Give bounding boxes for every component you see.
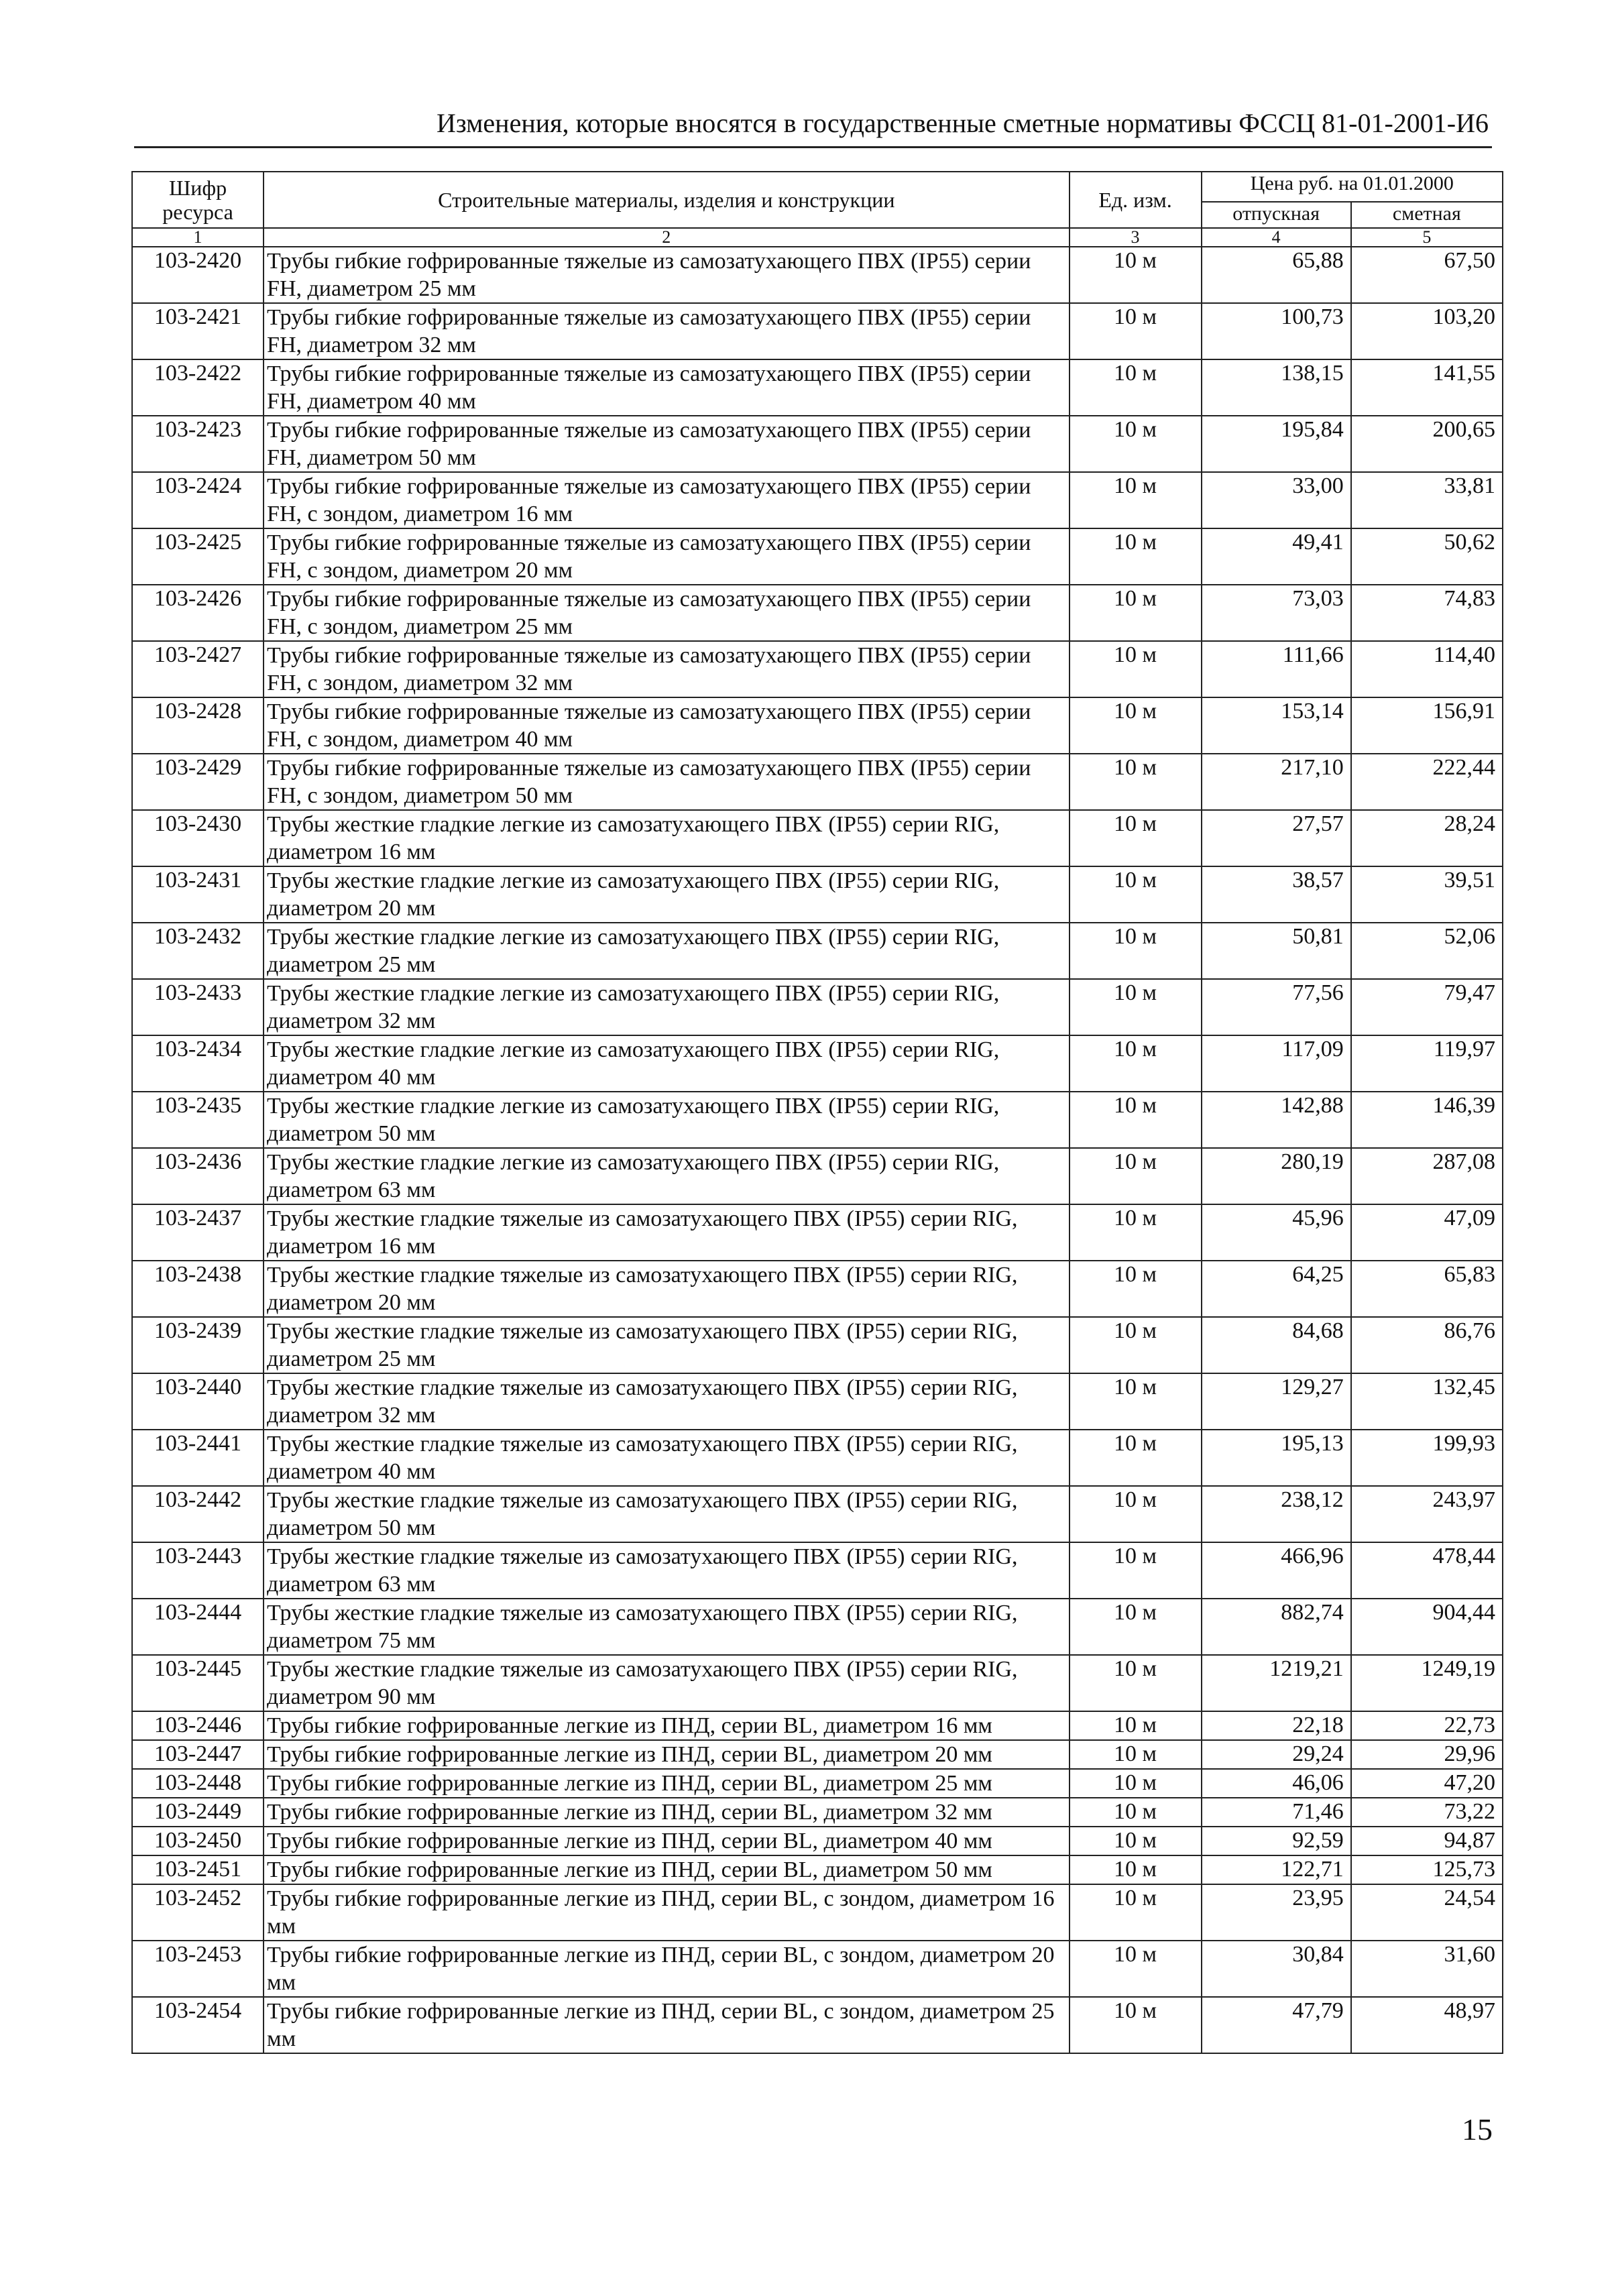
- release-price: 92,59: [1202, 1827, 1351, 1855]
- release-price: 29,24: [1202, 1740, 1351, 1769]
- table-row: [132, 1855, 1503, 1884]
- unit-of-measure: 10 м: [1070, 1148, 1202, 1204]
- resource-name: Трубы гибкие гофрированные тяжелые из самозатухающего ПВХ (IP55) серии FH, с зондом, диаметром 16 мм: [264, 472, 1069, 528]
- resource-name: Трубы жесткие гладкие тяжелые из самозатухающего ПВХ (IP55) серии RIG, диаметром 63 мм: [264, 1542, 1069, 1599]
- unit-of-measure: 10 м: [1070, 416, 1202, 472]
- estimate-price: 50,62: [1351, 528, 1503, 585]
- resource-name: Трубы гибкие гофрированные тяжелые из самозатухающего ПВХ (IP55) серии FH, с зондом, диаметром 25 мм: [264, 585, 1069, 641]
- table-row: [132, 1542, 1503, 1599]
- resource-name: Трубы гибкие гофрированные легкие из ПНД, серии BL, диаметром 50 мм: [264, 1855, 1069, 1884]
- table-row: [132, 1486, 1503, 1542]
- resource-code: 103-2422: [132, 359, 264, 416]
- table-row: [132, 1655, 1503, 1711]
- column-header-price: Цена руб. на 01.01.2000: [1202, 172, 1503, 202]
- estimate-price: 478,44: [1351, 1542, 1503, 1599]
- column-number: 2: [264, 228, 1069, 247]
- release-price: 129,27: [1202, 1373, 1351, 1430]
- resource-code: 103-2434: [132, 1035, 264, 1092]
- release-price: 117,09: [1202, 1035, 1351, 1092]
- release-price: 138,15: [1202, 359, 1351, 416]
- column-header-estimate-price: сметная: [1351, 202, 1503, 228]
- unit-of-measure: 10 м: [1070, 1827, 1202, 1855]
- column-header-name: Строительные материалы, изделия и конструкции: [264, 172, 1069, 228]
- resource-code: 103-2421: [132, 303, 264, 359]
- resource-name: Трубы гибкие гофрированные легкие из ПНД, серии BL, диаметром 16 мм: [264, 1711, 1069, 1740]
- unit-of-measure: 10 м: [1070, 697, 1202, 754]
- unit-of-measure: 10 м: [1070, 1798, 1202, 1827]
- release-price: 46,06: [1202, 1769, 1351, 1798]
- estimate-price: 22,73: [1351, 1711, 1503, 1740]
- unit-of-measure: 10 м: [1070, 472, 1202, 528]
- price-table: [131, 171, 1503, 2054]
- resource-code: 103-2424: [132, 472, 264, 528]
- unit-of-measure: 10 м: [1070, 923, 1202, 979]
- release-price: 77,56: [1202, 979, 1351, 1035]
- resource-code: 103-2433: [132, 979, 264, 1035]
- resource-name: Трубы гибкие гофрированные тяжелые из самозатухающего ПВХ (IP55) серии FH, диаметром 32 мм: [264, 303, 1069, 359]
- unit-of-measure: 10 м: [1070, 1261, 1202, 1317]
- resource-code: 103-2437: [132, 1204, 264, 1261]
- resource-code: 103-2420: [132, 247, 264, 303]
- table-row: [132, 1798, 1503, 1827]
- release-price: 1219,21: [1202, 1655, 1351, 1711]
- estimate-price: 52,06: [1351, 923, 1503, 979]
- resource-code: 103-2435: [132, 1092, 264, 1148]
- unit-of-measure: 10 м: [1070, 1035, 1202, 1092]
- resource-name: Трубы жесткие гладкие тяжелые из самозатухающего ПВХ (IP55) серии RIG, диаметром 25 мм: [264, 1317, 1069, 1373]
- resource-name: Трубы жесткие гладкие легкие из самозатухающего ПВХ (IP55) серии RIG, диаметром 20 мм: [264, 866, 1069, 923]
- resource-name: Трубы гибкие гофрированные легкие из ПНД, серии BL, диаметром 20 мм: [264, 1740, 1069, 1769]
- resource-code: 103-2454: [132, 1997, 264, 2053]
- unit-of-measure: 10 м: [1070, 1769, 1202, 1798]
- unit-of-measure: 10 м: [1070, 1997, 1202, 2053]
- table-row: [132, 1599, 1503, 1655]
- estimate-price: 31,60: [1351, 1941, 1503, 1997]
- release-price: 280,19: [1202, 1148, 1351, 1204]
- release-price: 38,57: [1202, 866, 1351, 923]
- resource-code: 103-2427: [132, 641, 264, 697]
- resource-code: 103-2441: [132, 1430, 264, 1486]
- release-price: 27,57: [1202, 810, 1351, 866]
- header-divider: [134, 146, 1492, 148]
- resource-name: Трубы гибкие гофрированные тяжелые из самозатухающего ПВХ (IP55) серии FH, с зондом, диаметром 40 мм: [264, 697, 1069, 754]
- estimate-price: 1249,19: [1351, 1655, 1503, 1711]
- estimate-price: 114,40: [1351, 641, 1503, 697]
- estimate-price: 199,93: [1351, 1430, 1503, 1486]
- resource-code: 103-2436: [132, 1148, 264, 1204]
- release-price: 33,00: [1202, 472, 1351, 528]
- release-price: 153,14: [1202, 697, 1351, 754]
- estimate-price: 74,83: [1351, 585, 1503, 641]
- table-row: [132, 1261, 1503, 1317]
- unit-of-measure: 10 м: [1070, 528, 1202, 585]
- release-price: 882,74: [1202, 1599, 1351, 1655]
- resource-name: Трубы гибкие гофрированные тяжелые из самозатухающего ПВХ (IP55) серии FH, с зондом, диаметром 32 мм: [264, 641, 1069, 697]
- estimate-price: 146,39: [1351, 1092, 1503, 1148]
- unit-of-measure: 10 м: [1070, 303, 1202, 359]
- resource-name: Трубы гибкие гофрированные легкие из ПНД, серии BL, с зондом, диаметром 16 мм: [264, 1884, 1069, 1941]
- column-number: 3: [1070, 228, 1202, 247]
- resource-name: Трубы гибкие гофрированные тяжелые из самозатухающего ПВХ (IP55) серии FH, диаметром 40 мм: [264, 359, 1069, 416]
- table-row: [132, 303, 1503, 359]
- release-price: 71,46: [1202, 1798, 1351, 1827]
- table-row: [132, 528, 1503, 585]
- table-row: [132, 247, 1503, 303]
- resource-code: 103-2440: [132, 1373, 264, 1430]
- estimate-price: 222,44: [1351, 754, 1503, 810]
- release-price: 195,13: [1202, 1430, 1351, 1486]
- resource-name: Трубы гибкие гофрированные тяжелые из самозатухающего ПВХ (IP55) серии FH, диаметром 25 мм: [264, 247, 1069, 303]
- estimate-price: 24,54: [1351, 1884, 1503, 1941]
- table-row: [132, 1827, 1503, 1855]
- resource-name: Трубы гибкие гофрированные легкие из ПНД, серии BL, диаметром 25 мм: [264, 1769, 1069, 1798]
- unit-of-measure: 10 м: [1070, 247, 1202, 303]
- table-row: [132, 979, 1503, 1035]
- table-row: [132, 1740, 1503, 1769]
- unit-of-measure: 10 м: [1070, 1542, 1202, 1599]
- resource-name: Трубы гибкие гофрированные тяжелые из самозатухающего ПВХ (IP55) серии FH, с зондом, диаметром 20 мм: [264, 528, 1069, 585]
- table-row: [132, 1035, 1503, 1092]
- table-row: [132, 754, 1503, 810]
- table-row: [132, 585, 1503, 641]
- resource-name: Трубы жесткие гладкие тяжелые из самозатухающего ПВХ (IP55) серии RIG, диаметром 90 мм: [264, 1655, 1069, 1711]
- unit-of-measure: 10 м: [1070, 754, 1202, 810]
- resource-code: 103-2430: [132, 810, 264, 866]
- release-price: 50,81: [1202, 923, 1351, 979]
- resource-name: Трубы жесткие гладкие тяжелые из самозатухающего ПВХ (IP55) серии RIG, диаметром 75 мм: [264, 1599, 1069, 1655]
- column-number: 4: [1202, 228, 1351, 247]
- estimate-price: 67,50: [1351, 247, 1503, 303]
- unit-of-measure: 10 м: [1070, 1204, 1202, 1261]
- estimate-price: 94,87: [1351, 1827, 1503, 1855]
- table-row: [132, 641, 1503, 697]
- resource-name: Трубы жесткие гладкие легкие из самозатухающего ПВХ (IP55) серии RIG, диаметром 32 мм: [264, 979, 1069, 1035]
- unit-of-measure: 10 м: [1070, 1317, 1202, 1373]
- release-price: 49,41: [1202, 528, 1351, 585]
- page-number: 15: [1462, 2112, 1493, 2146]
- resource-code: 103-2446: [132, 1711, 264, 1740]
- release-price: 122,71: [1202, 1855, 1351, 1884]
- estimate-price: 47,20: [1351, 1769, 1503, 1798]
- estimate-price: 904,44: [1351, 1599, 1503, 1655]
- table-row: [132, 416, 1503, 472]
- resource-code: 103-2451: [132, 1855, 264, 1884]
- unit-of-measure: 10 м: [1070, 1486, 1202, 1542]
- resource-name: Трубы гибкие гофрированные тяжелые из самозатухающего ПВХ (IP55) серии FH, с зондом, диаметром 50 мм: [264, 754, 1069, 810]
- estimate-price: 65,83: [1351, 1261, 1503, 1317]
- resource-name: Трубы гибкие гофрированные тяжелые из самозатухающего ПВХ (IP55) серии FH, диаметром 50 мм: [264, 416, 1069, 472]
- release-price: 238,12: [1202, 1486, 1351, 1542]
- estimate-price: 79,47: [1351, 979, 1503, 1035]
- resource-name: Трубы жесткие гладкие легкие из самозатухающего ПВХ (IP55) серии RIG, диаметром 63 мм: [264, 1148, 1069, 1204]
- unit-of-measure: 10 м: [1070, 1599, 1202, 1655]
- document-header-title: Изменения, которые вносятся в государственные сметные нормативы ФССЦ 81-01-2001-И6: [436, 108, 1489, 138]
- column-header-unit: Ед. изм.: [1070, 172, 1202, 228]
- unit-of-measure: 10 м: [1070, 585, 1202, 641]
- unit-of-measure: 10 м: [1070, 1941, 1202, 1997]
- resource-code: 103-2449: [132, 1798, 264, 1827]
- resource-code: 103-2432: [132, 923, 264, 979]
- column-number: 1: [132, 228, 264, 247]
- table-row: [132, 697, 1503, 754]
- release-price: 217,10: [1202, 754, 1351, 810]
- table-row: [132, 1148, 1503, 1204]
- unit-of-measure: 10 м: [1070, 1373, 1202, 1430]
- resource-code: 103-2425: [132, 528, 264, 585]
- resource-code: 103-2445: [132, 1655, 264, 1711]
- unit-of-measure: 10 м: [1070, 866, 1202, 923]
- unit-of-measure: 10 м: [1070, 1655, 1202, 1711]
- resource-code: 103-2426: [132, 585, 264, 641]
- table-row: [132, 1204, 1503, 1261]
- release-price: 466,96: [1202, 1542, 1351, 1599]
- release-price: 30,84: [1202, 1941, 1351, 1997]
- resource-code: 103-2442: [132, 1486, 264, 1542]
- table-row: [132, 1373, 1503, 1430]
- release-price: 100,73: [1202, 303, 1351, 359]
- estimate-price: 103,20: [1351, 303, 1503, 359]
- resource-code: 103-2448: [132, 1769, 264, 1798]
- release-price: 84,68: [1202, 1317, 1351, 1373]
- resource-name: Трубы гибкие гофрированные легкие из ПНД, серии BL, диаметром 32 мм: [264, 1798, 1069, 1827]
- resource-code: 103-2443: [132, 1542, 264, 1599]
- unit-of-measure: 10 м: [1070, 810, 1202, 866]
- resource-code: 103-2438: [132, 1261, 264, 1317]
- release-price: 195,84: [1202, 416, 1351, 472]
- resource-code: 103-2423: [132, 416, 264, 472]
- estimate-price: 119,97: [1351, 1035, 1503, 1092]
- estimate-price: 47,09: [1351, 1204, 1503, 1261]
- resource-code: 103-2444: [132, 1599, 264, 1655]
- unit-of-measure: 10 м: [1070, 359, 1202, 416]
- table-row: [132, 1092, 1503, 1148]
- estimate-price: 156,91: [1351, 697, 1503, 754]
- release-price: 142,88: [1202, 1092, 1351, 1148]
- estimate-price: 141,55: [1351, 359, 1503, 416]
- table-row: [132, 472, 1503, 528]
- release-price: 22,18: [1202, 1711, 1351, 1740]
- release-price: 47,79: [1202, 1997, 1351, 2053]
- unit-of-measure: 10 м: [1070, 1855, 1202, 1884]
- table-row: [132, 1941, 1503, 1997]
- unit-of-measure: 10 м: [1070, 641, 1202, 697]
- table-row: [132, 810, 1503, 866]
- release-price: 45,96: [1202, 1204, 1351, 1261]
- release-price: 23,95: [1202, 1884, 1351, 1941]
- estimate-price: 28,24: [1351, 810, 1503, 866]
- resource-code: 103-2439: [132, 1317, 264, 1373]
- resource-name: Трубы жесткие гладкие тяжелые из самозатухающего ПВХ (IP55) серии RIG, диаметром 16 мм: [264, 1204, 1069, 1261]
- resource-name: Трубы жесткие гладкие тяжелые из самозатухающего ПВХ (IP55) серии RIG, диаметром 40 мм: [264, 1430, 1069, 1486]
- table-row: [132, 866, 1503, 923]
- estimate-price: 29,96: [1351, 1740, 1503, 1769]
- unit-of-measure: 10 м: [1070, 1884, 1202, 1941]
- estimate-price: 125,73: [1351, 1855, 1503, 1884]
- resource-name: Трубы жесткие гладкие легкие из самозатухающего ПВХ (IP55) серии RIG, диаметром 50 мм: [264, 1092, 1069, 1148]
- resource-name: Трубы гибкие гофрированные легкие из ПНД, серии BL, с зондом, диаметром 25 мм: [264, 1997, 1069, 2053]
- column-number: 5: [1351, 228, 1503, 247]
- unit-of-measure: 10 м: [1070, 1092, 1202, 1148]
- estimate-price: 48,97: [1351, 1997, 1503, 2053]
- resource-code: 103-2453: [132, 1941, 264, 1997]
- resource-name: Трубы жесткие гладкие легкие из самозатухающего ПВХ (IP55) серии RIG, диаметром 25 мм: [264, 923, 1069, 979]
- unit-of-measure: 10 м: [1070, 1430, 1202, 1486]
- resource-code: 103-2431: [132, 866, 264, 923]
- estimate-price: 132,45: [1351, 1373, 1503, 1430]
- resource-code: 103-2452: [132, 1884, 264, 1941]
- estimate-price: 39,51: [1351, 866, 1503, 923]
- release-price: 64,25: [1202, 1261, 1351, 1317]
- unit-of-measure: 10 м: [1070, 1711, 1202, 1740]
- resource-name: Трубы жесткие гладкие тяжелые из самозатухающего ПВХ (IP55) серии RIG, диаметром 50 мм: [264, 1486, 1069, 1542]
- column-header-release-price: отпускная: [1202, 202, 1351, 228]
- estimate-price: 33,81: [1351, 472, 1503, 528]
- resource-code: 103-2447: [132, 1740, 264, 1769]
- column-number-row: [132, 228, 1503, 247]
- table-body: [132, 247, 1503, 2053]
- resource-name: Трубы жесткие гладкие легкие из самозатухающего ПВХ (IP55) серии RIG, диаметром 16 мм: [264, 810, 1069, 866]
- resource-code: 103-2428: [132, 697, 264, 754]
- resource-code: 103-2429: [132, 754, 264, 810]
- table-row: [132, 1711, 1503, 1740]
- table-row: [132, 1769, 1503, 1798]
- estimate-price: 86,76: [1351, 1317, 1503, 1373]
- table-row: [132, 923, 1503, 979]
- estimate-price: 243,97: [1351, 1486, 1503, 1542]
- release-price: 111,66: [1202, 641, 1351, 697]
- table-header: [132, 172, 1503, 247]
- column-header-code: Шифр ресурса: [132, 172, 264, 228]
- resource-name: Трубы жесткие гладкие тяжелые из самозатухающего ПВХ (IP55) серии RIG, диаметром 20 мм: [264, 1261, 1069, 1317]
- resource-code: 103-2450: [132, 1827, 264, 1855]
- table-row: [132, 1997, 1503, 2053]
- estimate-price: 287,08: [1351, 1148, 1503, 1204]
- resource-name: Трубы гибкие гофрированные легкие из ПНД, серии BL, диаметром 40 мм: [264, 1827, 1069, 1855]
- table-row: [132, 1317, 1503, 1373]
- table-row: [132, 1884, 1503, 1941]
- resource-name: Трубы жесткие гладкие легкие из самозатухающего ПВХ (IP55) серии RIG, диаметром 40 мм: [264, 1035, 1069, 1092]
- unit-of-measure: 10 м: [1070, 1740, 1202, 1769]
- release-price: 65,88: [1202, 247, 1351, 303]
- table-row: [132, 1430, 1503, 1486]
- estimate-price: 73,22: [1351, 1798, 1503, 1827]
- resource-name: Трубы жесткие гладкие тяжелые из самозатухающего ПВХ (IP55) серии RIG, диаметром 32 мм: [264, 1373, 1069, 1430]
- resource-name: Трубы гибкие гофрированные легкие из ПНД, серии BL, с зондом, диаметром 20 мм: [264, 1941, 1069, 1997]
- estimate-price: 200,65: [1351, 416, 1503, 472]
- table-row: [132, 359, 1503, 416]
- release-price: 73,03: [1202, 585, 1351, 641]
- unit-of-measure: 10 м: [1070, 979, 1202, 1035]
